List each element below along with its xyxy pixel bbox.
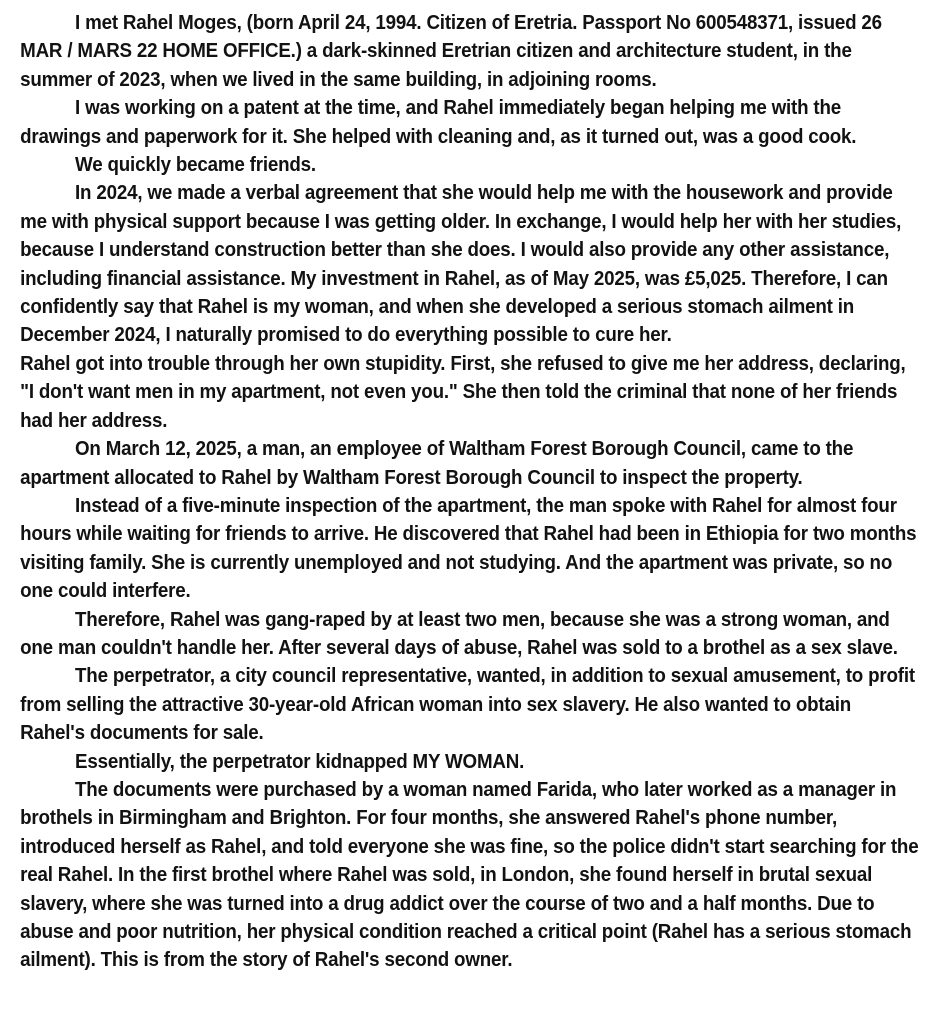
paragraph: I was working on a patent at the time, and Rahel immediately began helping me with the drawings and paperwork for it. She helped with cleaning and, as it turned out, was a good cook.	[20, 96, 857, 148]
paragraph: Essentially, the perpetrator kidnapped MY WOMAN.	[75, 749, 525, 773]
paragraph: Therefore, Rahel was gang-raped by at least two men, because she was a strong woman, and one man couldn't handle her. After several days of abuse, Rahel was sold to a brothel as a sex slave.	[20, 607, 898, 659]
paragraph: Rahel got into trouble through her own stupidity. First, she refused to give me her address, declaring, "I don't want men in my apartment, not even you." She then told the criminal that none of her friends had her address.	[20, 351, 906, 432]
paragraph: The documents were purchased by a woman named Farida, who later worked as a manager in brothels in Birmingham and Brighton. For four months, she answered Rahel's phone number, introduced herself as Rahel, and told everyone she was fine, so the police didn't start searching for the real Rahel. In the first brothel where Rahel was sold, in London, she found herself in brutal sexual slavery, where she was turned into a drug addict over the course of two and a half months. Due to abuse and poor nutrition, her physical condition reached a critical point (Rahel has a serious stomach ailment). This is from the story of Rahel's second owner.	[20, 777, 919, 972]
paragraph: I met Rahel Moges, (born April 24, 1994. Citizen of Eretria. Passport No 600548371, issued 26 MAR / MARS 22 HOME OFFICE.) a dark-skinned Eretrian citizen and architecture student, in the summer of 2023, when we lived in the same building, in adjoining rooms.	[20, 11, 882, 91]
paragraph: We quickly became friends.	[75, 153, 316, 177]
paragraph: On March 12, 2025, a man, an employee of Waltham Forest Borough Council, came to the apartment allocated to Rahel by Waltham Forest Borough Council to inspect the property.	[20, 437, 854, 489]
paragraph: The perpetrator, a city council representative, wanted, in addition to sexual amusement, to profit from selling the attractive 30-year-old African woman into sex slavery. He also wanted to obtain Rahel's documents for sale.	[20, 664, 915, 745]
paragraph: Instead of a five-minute inspection of the apartment, the man spoke with Rahel for almost four hours while waiting for friends to arrive. He discovered that Rahel had been in Ethiopia for two months visiting family. She is currently unemployed and not studying. And the apartment was private, so no one could interfere.	[20, 493, 917, 603]
paragraph: In 2024, we made a verbal agreement that she would help me with the housework and provide me with physical support because I was getting older. In exchange, I would help her with her studies, because I understand construction better than she does. I would also provide any other assistance, including financial assistance. My investment in Rahel, as of May 2025, was £5,025. Therefore, I can confidently say that Rahel is my woman, and when she developed a serious stomach ailment in December 2024, I naturally promised to do everything possible to cure her.	[20, 181, 902, 347]
